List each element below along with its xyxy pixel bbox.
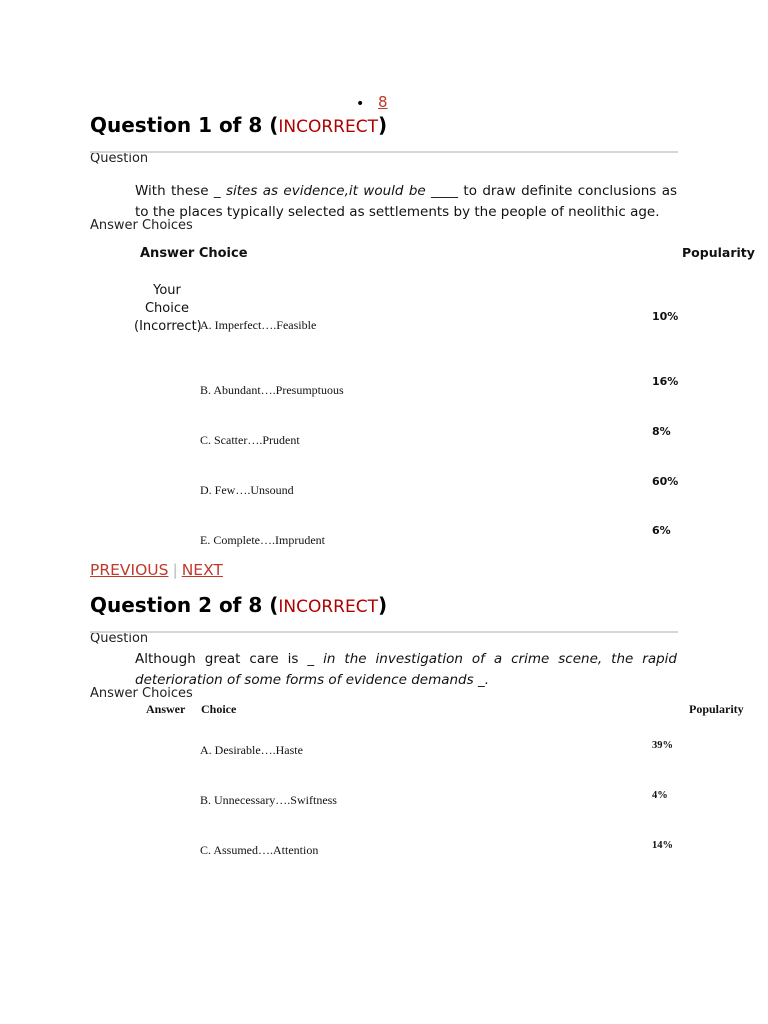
question-1-text-part-1: With these _ bbox=[135, 183, 226, 199]
question-1-popularity-e: 6% bbox=[652, 524, 671, 537]
question-2-header-popularity: Popularity bbox=[689, 702, 744, 716]
question-2-title-end: ) bbox=[377, 593, 388, 617]
next-link[interactable]: NEXT bbox=[181, 561, 223, 579]
question-2-text-part-1: Although great care is _ bbox=[135, 651, 324, 667]
question-2-text-part-2: in the investigation of a crime scene, the rapid deterioration of some forms of evidence demands _. bbox=[135, 651, 677, 688]
question-1-your-choice-marker: Your Choice (Incorrect) bbox=[134, 283, 202, 334]
question-2-popularity-b: 4% bbox=[652, 790, 668, 801]
question-2-header-choice: Choice bbox=[201, 702, 237, 716]
question-2-choice-a: A. Desirable….Haste bbox=[200, 743, 303, 757]
question-1-title-end: ) bbox=[377, 113, 388, 137]
question-2-title-text: Question 2 of 8 ( bbox=[90, 593, 279, 617]
question-2-label: Question bbox=[90, 631, 149, 646]
question-2-popularity-a: 39% bbox=[652, 740, 673, 751]
question-2-choice-c: C. Assumed….Attention bbox=[200, 843, 319, 857]
nav-separator: | bbox=[172, 561, 178, 579]
page-link-8[interactable]: 8 bbox=[378, 93, 388, 111]
question-1-answer-choices-label: Answer Choices bbox=[90, 218, 193, 233]
question-1-popularity-c: 8% bbox=[652, 425, 671, 438]
question-1-text-part-3: ____ to draw definite conclusions as to the places typically selected as settlements by the people of neolithic age. bbox=[135, 183, 677, 220]
question-1-choice-c: C. Scatter….Prudent bbox=[200, 433, 300, 447]
question-2-text bbox=[135, 649, 677, 691]
question-2-answer-choices-label: Answer Choices bbox=[90, 686, 193, 701]
pagination-bullet: • bbox=[356, 96, 365, 112]
question-2-popularity-c: 14% bbox=[652, 840, 673, 851]
question-2-choice-b: B. Unnecessary….Swiftness bbox=[200, 793, 337, 807]
question-1-choice-a: A. Imperfect….Feasible bbox=[200, 318, 317, 332]
question-1-text bbox=[135, 181, 677, 223]
question-1-status: INCORRECT bbox=[278, 117, 378, 137]
question-2-status: INCORRECT bbox=[278, 597, 378, 617]
question-1-label: Question bbox=[90, 151, 149, 166]
question-1-title-text: Question 1 of 8 ( bbox=[90, 113, 279, 137]
question-1-text-part-2: sites as evidence,it would be bbox=[225, 183, 426, 199]
question-1-header-popularity: Popularity bbox=[682, 245, 755, 260]
question-1-divider bbox=[90, 151, 678, 153]
question-2-divider bbox=[90, 631, 678, 633]
previous-link[interactable]: PREVIOUS bbox=[90, 561, 169, 579]
question-1-title bbox=[90, 113, 387, 137]
question-1-popularity-d: 60% bbox=[652, 475, 679, 488]
question-1-header-answer-choice: Answer Choice bbox=[140, 246, 248, 261]
question-1-choice-b: B. Abundant….Presumptuous bbox=[200, 383, 344, 397]
question-1-choice-e: E. Complete….Imprudent bbox=[200, 533, 325, 547]
question-1-choice-d: D. Few….Unsound bbox=[200, 483, 294, 497]
question-nav bbox=[90, 561, 223, 579]
question-1-popularity-a: 10% bbox=[652, 310, 679, 323]
question-1-popularity-b: 16% bbox=[652, 375, 679, 388]
question-2-title bbox=[90, 593, 387, 617]
question-2-header-answer: Answer bbox=[146, 702, 186, 716]
